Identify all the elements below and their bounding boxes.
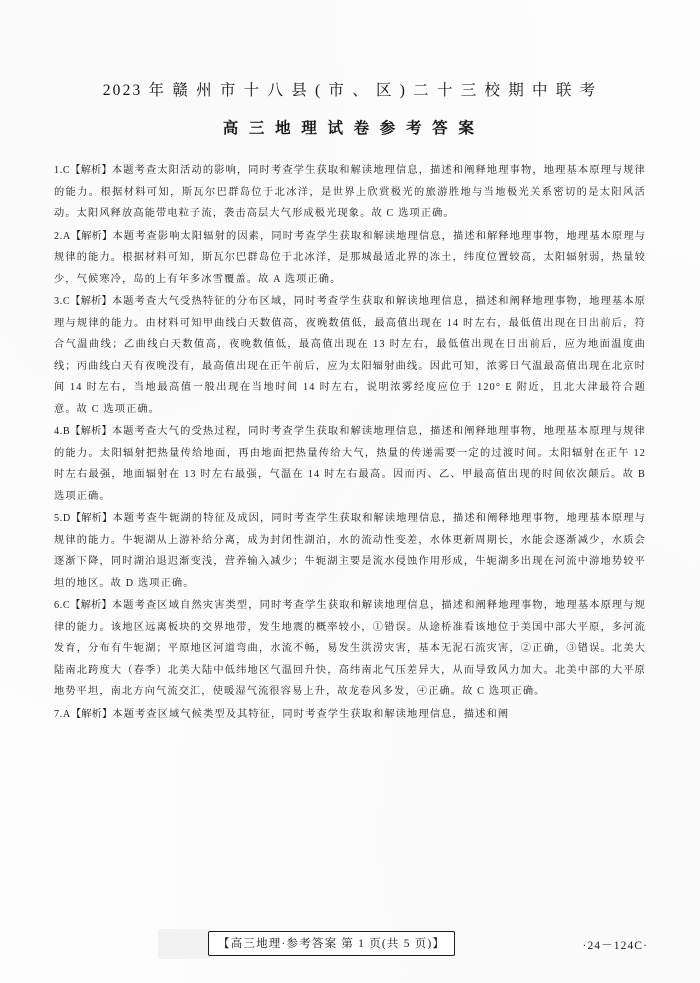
answer-analysis-tag: 【解析】: [70, 230, 113, 242]
answer-text: 本题考查区域自然灾害类型，同时考查学生获取和解读地理信息，描述和阐释地理事物，地理基本原理与规律的能力。该地区远离板块的交界地带，发生地震的概率较小，①错误。从途桥准看该地位于美国中部大平原，多河流发育，分布有牛轭湖；平原地区河道弯曲，水流不畅，易发生洪涝灾害，基本无泥石流灾害，②正确，③错误。北美大陆南北跨度大（春季）北美大陆中低纬地区气温回升快，高纬南北气压差异大，从而导致风力加大。北美中部的大平原地势平坦，南北方向气流交汇，使暖湿气流很容易上升，故龙卷风多发，④正确。故 C 选项正确。: [54, 600, 646, 697]
answer-choice: B: [62, 426, 71, 437]
answer-choice: C: [62, 165, 71, 176]
answer-item: [54, 595, 646, 703]
page-title-main: 2023 年 赣 州 市 十 八 县 ( 市 、 区 ) 二 十 三 校 期 中 联 考: [102, 82, 598, 99]
answer-analysis-tag: 【解析】: [70, 513, 113, 524]
answer-text: 本题考查大气受热特征的分布区域，同时考查学生获取和解读地理信息，描述和阐释地理事物，地理基本原理与规律的能力。由材料可知甲曲线白天数值高，夜晚数值低，最高值出现在 14 时左右，最低值出现在日出前后，符合气温曲线；乙曲线白天数值高，夜晚数值低，最高值出现在 13 时左右，最低值出现在日出前后，应为地面温度曲线；丙曲线白天有夜晚没有，最高值出现在正午前后，应为太阳辐射曲线。因此可知，浓雾日气温最高值出现在北京时间 14 时左右，当地最高值一般出现在当地时间 14 时左右，说明浓雾经度应位于 120° E 附近，且北大津最符合题意。故 C 选项正确。: [54, 296, 646, 415]
answer-item: [54, 508, 646, 594]
answer-number: 1.: [54, 165, 63, 176]
answer-text: 本题考查牛轭湖的特征及成因，同时考查学生获取和解读地理信息，描述和阐释地理事物，地理基本原理与规律的能力。牛轭湖从上游补给分离，成为封闭性湖泊，水的流动性变差，水体更新周期长，水能会逐渐减少，水质会逐渐下降，同时湖泊退迟渐变浅，营养输入减少；牛轭湖主要是流水侵蚀作用形成，牛轭湖多出现在河流中游地势较平坦的地区。故 D 选项正确。: [54, 513, 646, 589]
answer-list: [54, 160, 646, 725]
answer-number: 2.: [54, 230, 63, 242]
page-title-sub: 高 三 地 理 试 卷 参 考 答 案: [222, 120, 478, 137]
answer-analysis-tag: 【解析】: [70, 708, 113, 720]
answer-analysis-tag: 【解析】: [70, 600, 112, 611]
answer-analysis-tag: 【解析】: [70, 165, 112, 176]
answer-number: 4.: [54, 426, 63, 437]
answer-choice: A: [62, 708, 71, 720]
publisher-logo-icon: [158, 929, 212, 959]
answer-item: [54, 226, 646, 291]
footer-page-label: 【高三地理·参考答案 第 1 页(共 5 页)】: [208, 931, 455, 956]
answer-text: 本题考查太阳活动的影响，同时考查学生获取和解读地理信息，描述和阐释地理事物，地理基本原理与规律的能力。根据材料可知，斯瓦尔巴群岛位于北冰洋，是世界上欣赏极光的旅游胜地与当地极光关系密切的是太阳风活动。太阳风释放高能带电粒子流，袭击高层大气形成极光现象。故 C 选项正确。: [54, 165, 646, 219]
answer-number: 6.: [54, 600, 63, 611]
answer-item: [54, 421, 646, 507]
answer-choice: A: [62, 230, 71, 242]
answer-number: 3.: [54, 296, 63, 307]
footer-paper-code: ·24－124C·: [582, 940, 648, 952]
answer-item: [54, 160, 646, 225]
answer-analysis-tag: 【解析】: [70, 296, 112, 307]
answer-choice: C: [62, 296, 71, 307]
answer-choice: C: [62, 600, 71, 611]
page-footer: [0, 929, 700, 969]
answer-text: 本题考查大气的受热过程，同时考查学生获取和解读地理信息，描述和阐释地理事物，地理基本原理与规律的能力。太阳辐射把热量传给地面，再由地面把热量传给大气，热量的传递需要一定的过渡时间。太阳辐射在正午 12 时左右最强，地面辐射在 13 时左右最强，气温在 14 时左右最高。因而丙、乙、甲最高值出现的时间依次颠后。故 B 选项正确。: [54, 426, 646, 502]
answer-choice: D: [62, 513, 71, 524]
answer-item: [54, 704, 646, 726]
answer-number: 7.: [54, 708, 63, 720]
answer-item: [54, 291, 646, 420]
answer-text: 本题考查影响太阳辐射的因素，同时考查学生获取和解读地理信息，描述和解释地理事物，地理基本原理与规律的能力。根据材料可知，斯瓦尔巴群岛位于北冰洋，是那城最适北界的冻土，纬度位置较高，太阳辐射弱，热量较少，气候寒冷，岛的上有年多冰雪覆盖。故 A 选项正确。: [54, 230, 646, 285]
answer-number: 5.: [54, 513, 63, 524]
answer-analysis-tag: 【解析】: [70, 426, 112, 437]
answer-text: 本题考查区域气候类型及其特征，同时考查学生获取和解读地理信息，描述和阐: [112, 708, 510, 720]
